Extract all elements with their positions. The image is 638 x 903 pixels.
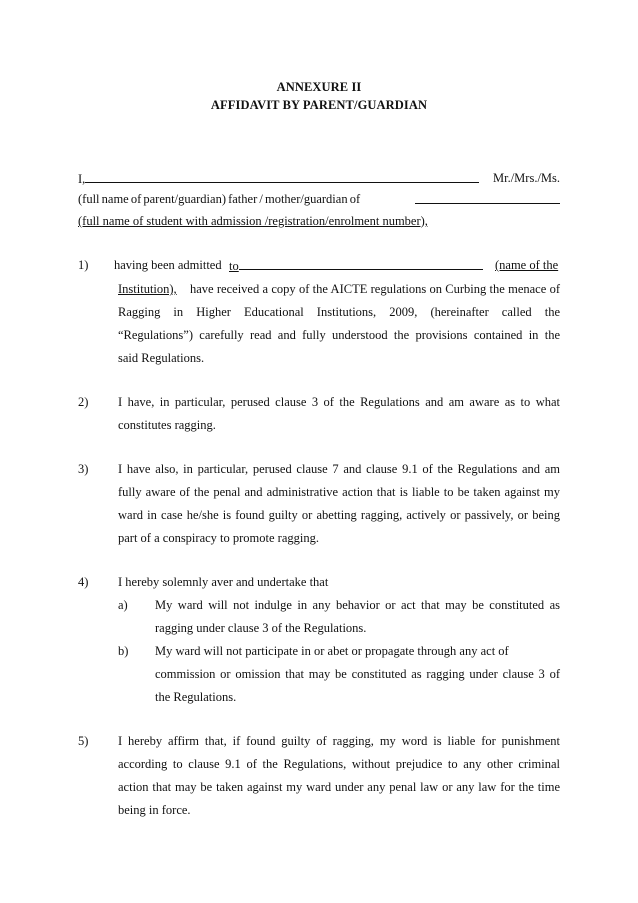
item-3-line-3: ward in case he/she is found guilty or abetting ragging, actively or passively, or being xyxy=(118,508,560,522)
item-5-number: 5) xyxy=(78,734,89,748)
item-1-line-3: Ragging in Higher Educational Institutions, 2009, (hereinafter called the xyxy=(118,305,560,319)
intro-line-2 xyxy=(78,192,360,207)
item-3-line-2: fully aware of the penal and administrative action that is liable to be taken against my xyxy=(118,485,560,499)
item-4b-line-3: the Regulations. xyxy=(155,690,237,704)
item-1-admitted-text: having been admitted xyxy=(114,258,222,272)
intro-title-options: Mr./Mrs./Ms. xyxy=(493,171,561,185)
item-1-line-4: “Regulations”) carefully read and fully understood the provisions contained in the xyxy=(118,328,560,342)
item-1-to-text: to xyxy=(229,259,239,273)
item-1-line-5: said Regulations. xyxy=(118,351,205,365)
item-4a-line-1: My ward will not indulge in any behavior or act that may be constituted as xyxy=(155,598,560,612)
item-2-line-2: constitutes ragging. xyxy=(118,418,216,432)
item-3-line-4: part of a conspiracy to promote ragging. xyxy=(118,531,319,545)
item-4b-line-1: My ward will not participate in or abet or propagate through any act of xyxy=(155,644,509,658)
item-1-number: 1) xyxy=(78,258,89,272)
student-name-blank[interactable] xyxy=(415,192,560,204)
item-1-institution-line xyxy=(229,258,483,274)
item-1-name-of-the: (name of the xyxy=(495,258,559,272)
item-3-line-1: I have also, in particular, perused clause 7 and clause 9.1 of the Regulations and am xyxy=(118,462,560,476)
item-2-number: 2) xyxy=(78,395,89,409)
item-4b-label: b) xyxy=(118,644,129,658)
parent-name-blank[interactable] xyxy=(85,171,479,183)
item-5-line-4: being in force. xyxy=(118,803,191,817)
item-5-line-3: action that may be taken against my ward under any penal law or any law for the time xyxy=(118,780,560,794)
item-4-number: 4) xyxy=(78,575,89,589)
item-4-line-1: I hereby solemnly aver and undertake that xyxy=(118,575,329,589)
item-1-line-2 xyxy=(118,282,177,297)
item-4a-line-2: ragging under clause 3 of the Regulations. xyxy=(155,621,367,635)
item-1-line-2-rest: have received a copy of the AICTE regulations on Curbing the menace of xyxy=(190,282,560,296)
item-4b-line-2: commission or omission that may be constituted as ragging under clause 3 of xyxy=(155,667,560,681)
item-1-institution-word: Institution), xyxy=(118,282,177,296)
item-5-line-2: according to clause 9.1 of the Regulations, without prejudice to any other criminal xyxy=(118,757,560,771)
intro-relation-text: (full name of parent/guardian) father / mother/guardian of xyxy=(78,192,361,206)
student-name-blank-wrap xyxy=(415,192,560,208)
intro-line-1 xyxy=(78,171,479,187)
item-4a-label: a) xyxy=(118,598,128,612)
institution-name-blank[interactable] xyxy=(239,258,483,270)
affidavit-title: AFFIDAVIT BY PARENT/GUARDIAN xyxy=(210,98,428,112)
item-5-line-1: I hereby affirm that, if found guilty of ragging, my word is liable for punishment xyxy=(118,734,560,748)
item-2-line-1: I have, in particular, perused clause 3 of the Regulations and am aware as to what xyxy=(118,395,560,409)
intro-line-3: (full name of student with admission /registration/enrolment number), xyxy=(78,214,428,228)
annexure-heading: ANNEXURE II xyxy=(276,80,362,94)
intro-name-prefix: I, xyxy=(78,172,86,186)
item-3-number: 3) xyxy=(78,462,89,476)
